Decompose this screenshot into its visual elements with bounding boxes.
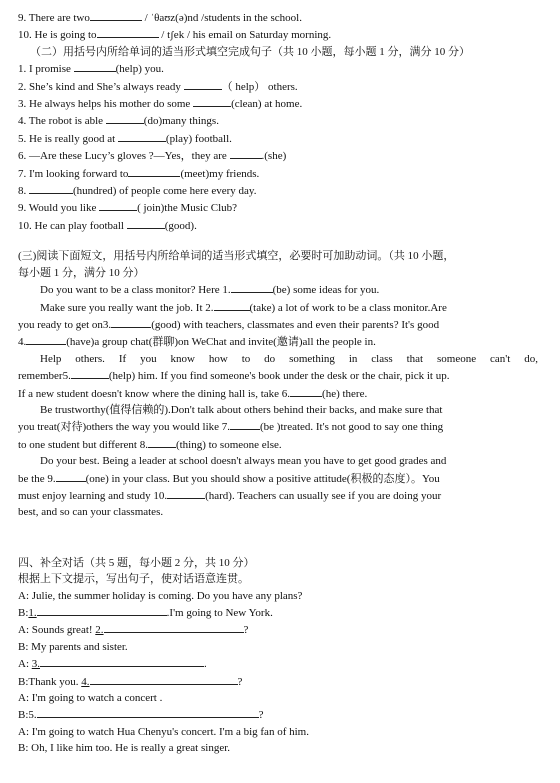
list-item: 2. She’s kind and She’s always ready （ help） others. xyxy=(18,78,538,95)
dialogue-line: A: Sounds great! 2. ? xyxy=(18,621,538,638)
answer-blank[interactable] xyxy=(99,199,137,211)
passage-line: 4. (have)a group chat(群聊)on WeChat and invite(邀请)all the people in. xyxy=(18,333,538,350)
answer-blank[interactable] xyxy=(40,655,204,667)
passage-line: Do your best. Being a leader at school doesn't always mean you have to get good grades and xyxy=(40,455,447,468)
list-item: 4. The robot is able (do)many things. xyxy=(18,112,538,129)
dialogue-line: B:1. .I'm going to New York. xyxy=(18,604,538,621)
question-text: 10. He is going to xyxy=(18,29,97,42)
dialogue-line: A: 3. . xyxy=(18,655,538,672)
dialogue-line: B:Thank you. 4. ? xyxy=(18,673,538,690)
answer-blank[interactable] xyxy=(230,418,260,430)
answer-blank[interactable] xyxy=(148,436,176,448)
passage-line: Make sure you really want the job. It 2. (take) a lot of work to be a class monitor.Are xyxy=(18,299,538,316)
answer-blank[interactable] xyxy=(167,487,205,499)
section-heading: 四、补全对话（共 5 题，每小题 2 分，共 10 分） xyxy=(18,556,255,569)
answer-blank[interactable] xyxy=(90,673,238,685)
answer-blank[interactable] xyxy=(231,281,273,293)
dialogue-line: B: Oh, I like him too. He is really a great singer. xyxy=(18,742,231,755)
dialogue-line: A: I'm going to watch a concert . xyxy=(18,692,163,705)
passage-line: Be trustworthy(值得信赖的).Don't talk about others behind their backs, and make sure that xyxy=(40,403,443,416)
dialogue-line: A: Julie, the summer holiday is coming. Do you have any plans? xyxy=(18,589,303,602)
answer-blank[interactable] xyxy=(56,470,86,482)
list-item: 1. I promise (help) you. xyxy=(18,60,538,77)
passage-line: you treat(对待)others the way you would like 7. (be )treated. It's not good to say one thing xyxy=(18,418,538,435)
question-text: / tʃek / his email on Saturday morning. xyxy=(161,29,332,42)
section-instruction: 根据上下文提示，写出句子，使对话语意连贯。 xyxy=(18,573,249,586)
part2-list xyxy=(18,60,538,234)
passage-line: be the 9. (one) in your class. But you should show a positive attitude(积极的态度）。You xyxy=(18,470,538,487)
section-heading: 每小题 1 分，满分 10 分） xyxy=(18,266,145,279)
passage-line: Help others. If you know how to do something in class that someone can't do, xyxy=(40,352,538,365)
list-item: 8. (hundred) of people come here every day. xyxy=(18,182,538,199)
answer-blank[interactable] xyxy=(214,299,250,311)
answer-blank[interactable] xyxy=(29,182,73,194)
list-item: 9. Would you like ( join)the Music Club? xyxy=(18,199,538,216)
list-item: 10. He can play football (good). xyxy=(18,217,538,234)
answer-blank[interactable] xyxy=(184,78,222,90)
passage-line: remember5. (help) him. If you find someone's book under the desk or the chair, pick it up. xyxy=(18,367,538,384)
answer-blank[interactable] xyxy=(111,316,151,328)
answer-blank[interactable] xyxy=(106,112,144,124)
answer-blank[interactable] xyxy=(90,9,142,21)
answer-blank[interactable] xyxy=(290,385,322,397)
answer-blank[interactable] xyxy=(230,147,262,159)
question-text: 9. There are two xyxy=(18,12,90,24)
passage-line: If a new student doesn't know where the dining hall is, take 6. (he) there. xyxy=(18,385,538,402)
answer-blank[interactable] xyxy=(26,333,66,345)
question-10 xyxy=(18,26,538,43)
passage-line: best, and so can your classmates. xyxy=(18,506,164,519)
answer-blank[interactable] xyxy=(37,604,167,616)
section-heading: (三)阅读下面短文，用括号内所给单词的适当形式填空，必要时可加助动词。（共 10 小题， xyxy=(18,250,455,263)
answer-blank[interactable] xyxy=(193,95,231,107)
section-heading: （二）用括号内所给单词的适当形式填空完成句子（共 10 小题，每小题 1 分，满分 10 分） xyxy=(30,45,470,58)
list-item: 7. I'm looking forward to (meet)my friends. xyxy=(18,165,538,182)
passage-line: Do you want to be a class monitor? Here 1. (be) some ideas for you. xyxy=(18,281,538,298)
answer-blank[interactable] xyxy=(118,130,166,142)
list-item: 3. He always helps his mother do some (clean) at home. xyxy=(18,95,538,112)
passage-line: must enjoy learning and study 10. (hard). Teachers can usually see if you are doing your xyxy=(18,487,538,504)
dialogue xyxy=(18,588,538,757)
passage-line: you ready to get on3. (good) with teachers, classmates and even their parents? It's good xyxy=(18,316,538,333)
answer-blank[interactable] xyxy=(37,706,259,718)
answer-blank[interactable] xyxy=(128,165,180,177)
worksheet-page xyxy=(0,9,560,783)
question-text: / ˈθaʊz(ə)nd /students in the school. xyxy=(144,12,302,24)
dialogue-line: A: I'm going to watch Hua Chenyu's concert. I'm a big fan of him. xyxy=(18,725,309,738)
answer-blank[interactable] xyxy=(127,217,165,229)
list-item: 5. He is really good at (play) football. xyxy=(18,130,538,147)
passage-line: to one student but different 8. (thing) to someone else. xyxy=(18,436,538,453)
answer-blank[interactable] xyxy=(104,621,244,633)
reading-passage xyxy=(18,281,538,521)
answer-blank[interactable] xyxy=(71,367,109,379)
answer-blank[interactable] xyxy=(97,26,159,38)
question-9 xyxy=(18,9,538,26)
dialogue-line: B:5. ? xyxy=(18,706,538,723)
list-item: 6. —Are these Lucy’s gloves ?—Yes，they are .(she) xyxy=(18,147,538,164)
answer-blank[interactable] xyxy=(74,60,116,72)
dialogue-line: B: My parents and sister. xyxy=(18,640,128,653)
